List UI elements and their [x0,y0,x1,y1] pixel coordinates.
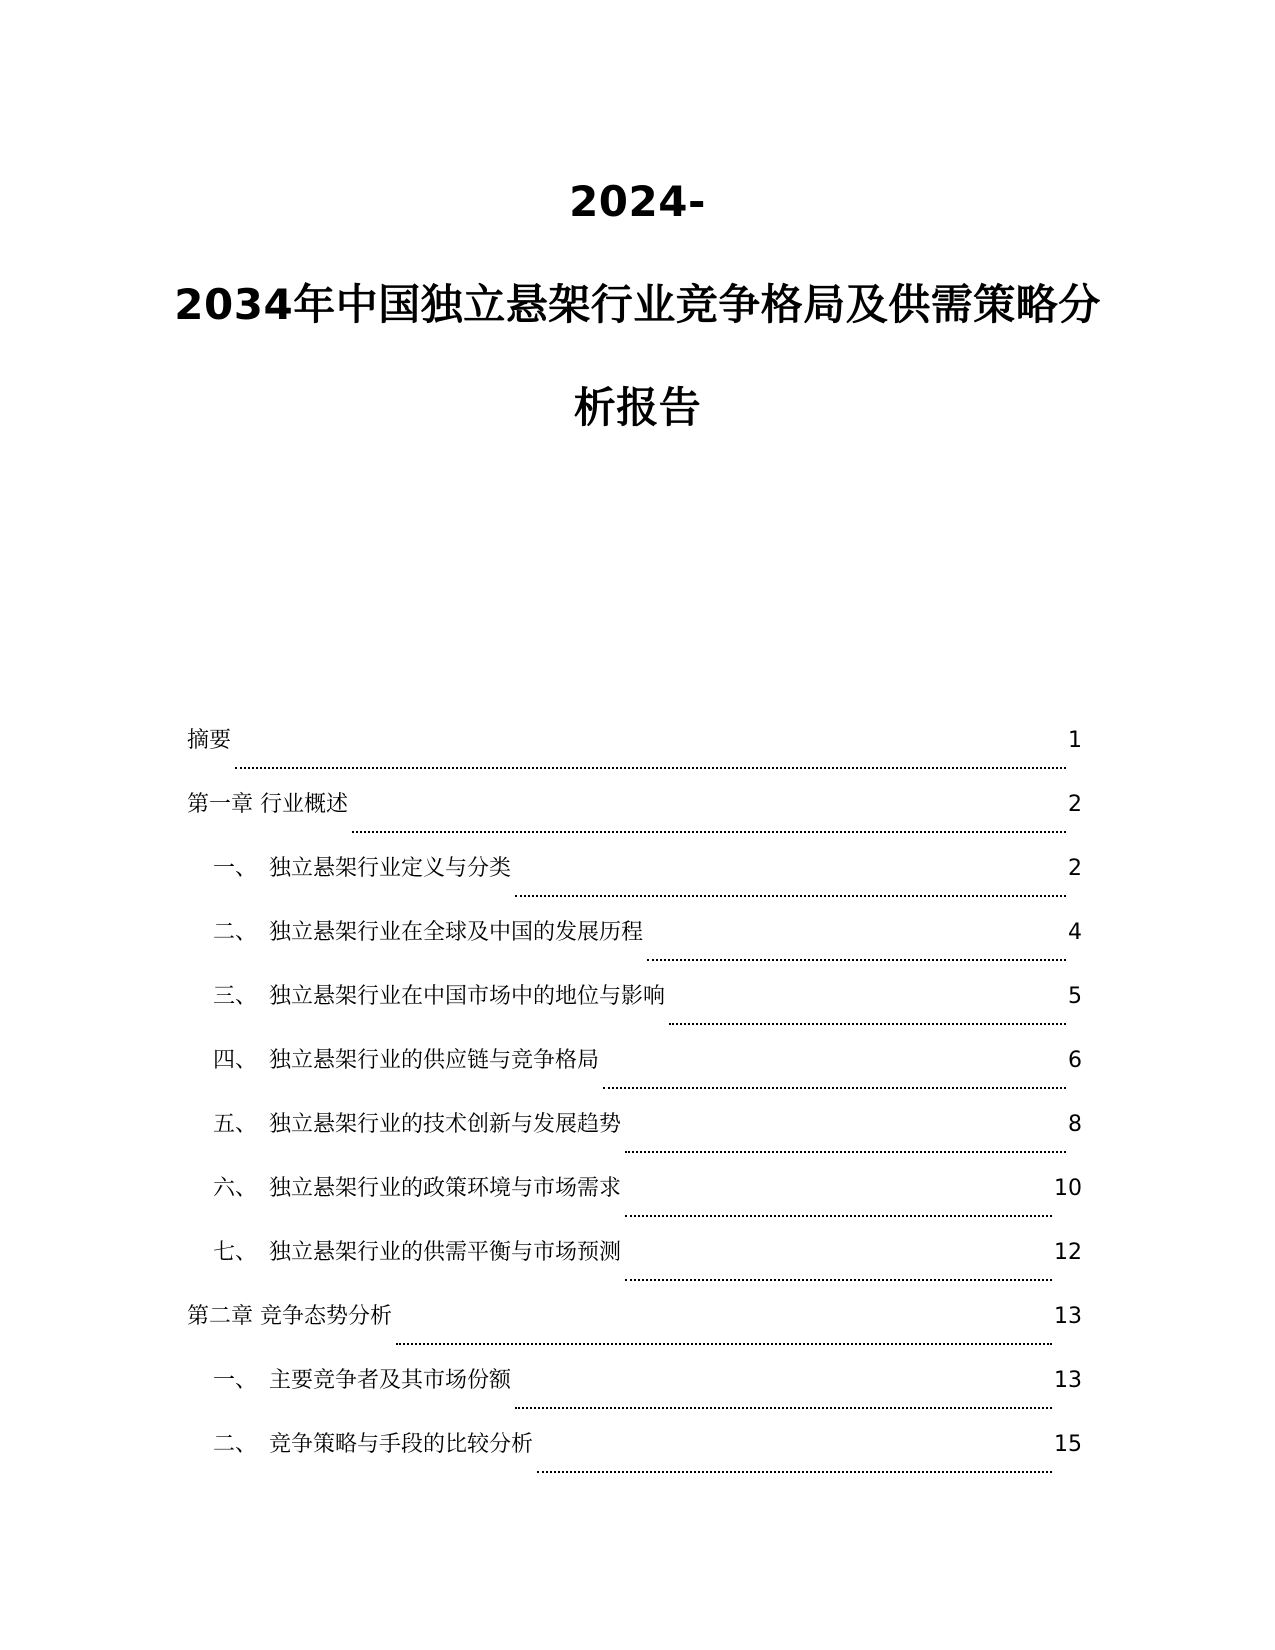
toc-entry-label: 第一章 行业概述 [187,792,348,817]
toc-entry-label: 主要竞争者及其市场份额 [269,1368,512,1393]
toc-entry-number: 三、 [213,984,258,1009]
toc-dot-leader [352,830,1066,833]
toc-entry-label: 独立悬架行业定义与分类 [269,856,512,881]
toc-entry-page-number: 5 [1068,984,1082,1009]
toc-dot-leader [515,894,1066,897]
toc-entry-number: 二、 [213,1432,258,1457]
report-title-line-3: 析报告 [573,383,702,432]
toc-entry-page-number: 2 [1068,792,1082,817]
toc-entry[interactable] [187,854,1082,918]
toc-entry[interactable] [187,1110,1082,1174]
toc-entry[interactable] [187,790,1082,854]
table-of-contents [187,726,1082,1494]
toc-entry-label: 独立悬架行业在中国市场中的地位与影响 [269,984,666,1009]
toc-entry-label: 独立悬架行业的供应链与竞争格局 [269,1048,600,1073]
toc-entry-label: 第二章 竞争态势分析 [187,1304,392,1329]
toc-entry-label: 摘要 [187,728,232,753]
toc-dot-leader [537,1470,1052,1473]
toc-dot-leader [669,1022,1066,1025]
toc-entry-page-number: 10 [1054,1176,1082,1201]
toc-entry-page-number: 12 [1054,1240,1082,1265]
toc-entry-number: 一、 [213,856,258,881]
toc-dot-leader [603,1086,1066,1089]
toc-entry-label: 独立悬架行业的政策环境与市场需求 [269,1176,622,1201]
toc-entry[interactable] [187,1366,1082,1430]
toc-dot-leader [625,1278,1052,1281]
toc-dot-leader [625,1150,1066,1153]
toc-entry-number: 四、 [213,1048,258,1073]
toc-entry-number: 六、 [213,1176,258,1201]
toc-entry[interactable] [187,1302,1082,1366]
toc-entry[interactable] [187,982,1082,1046]
toc-entry-label: 独立悬架行业的技术创新与发展趋势 [269,1112,622,1137]
report-title [150,150,1125,459]
toc-entry-page-number: 13 [1054,1304,1082,1329]
toc-entry-page-number: 2 [1068,856,1082,881]
toc-entry[interactable] [187,726,1082,790]
toc-entry-number: 一、 [213,1368,258,1393]
toc-entry-page-number: 4 [1068,920,1082,945]
toc-entry-label: 独立悬架行业在全球及中国的发展历程 [269,920,644,945]
toc-entry-page-number: 6 [1068,1048,1082,1073]
toc-entry[interactable] [187,1046,1082,1110]
toc-entry-number: 七、 [213,1240,258,1265]
toc-entry-page-number: 1 [1068,728,1082,753]
toc-dot-leader [647,958,1066,961]
toc-dot-leader [396,1342,1052,1345]
toc-entry[interactable] [187,1430,1082,1494]
toc-entry-page-number: 8 [1068,1112,1082,1137]
toc-entry-number: 二、 [213,920,258,945]
toc-entry[interactable] [187,1238,1082,1302]
toc-dot-leader [515,1406,1052,1409]
toc-entry-label: 独立悬架行业的供需平衡与市场预测 [269,1240,622,1265]
report-title-line-1: 2024- [569,177,706,226]
toc-entry-page-number: 13 [1054,1368,1082,1393]
report-title-line-2: 2034年中国独立悬架行业竞争格局及供需策略分 [174,280,1101,329]
toc-entry[interactable] [187,918,1082,982]
toc-entry-label: 竞争策略与手段的比较分析 [269,1432,534,1457]
toc-entry[interactable] [187,1174,1082,1238]
toc-dot-leader [625,1214,1052,1217]
toc-entry-page-number: 15 [1054,1432,1082,1457]
toc-dot-leader [235,766,1066,769]
toc-entry-number: 五、 [213,1112,258,1137]
